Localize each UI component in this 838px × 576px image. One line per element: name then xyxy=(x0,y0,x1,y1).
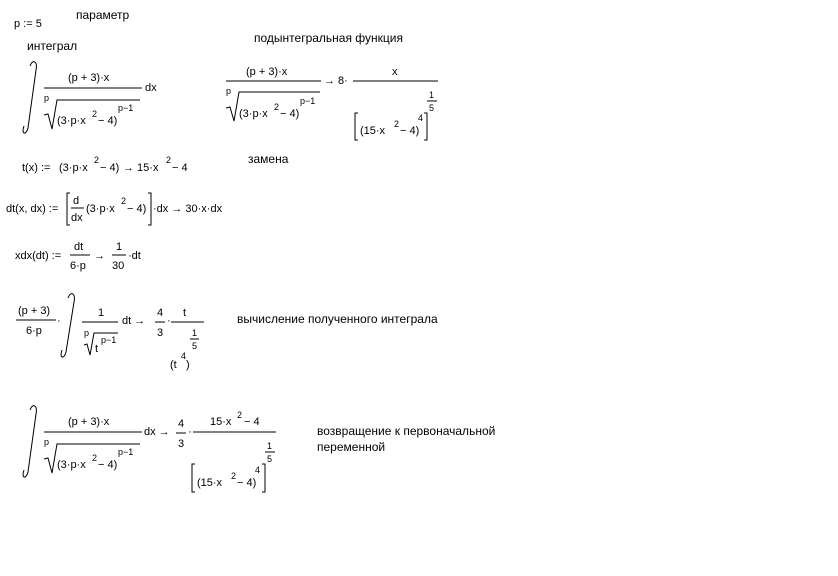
e-res-den-close: ) xyxy=(186,359,190,371)
t-def-arrow: → 15·x xyxy=(123,162,159,174)
dt-left-bracket xyxy=(67,193,70,225)
r-res-den-exp2: 2 xyxy=(231,471,237,481)
xdx-res-den: 30 xyxy=(112,260,125,272)
t-def-lhs: t(x) := xyxy=(22,162,51,174)
f-arrow: → 8· xyxy=(324,75,348,87)
r-coef-num: 4 xyxy=(178,418,185,430)
xdx-res-num: 1 xyxy=(116,241,123,253)
dt-dx-den: dx xyxy=(71,212,83,224)
e-res-frac-den: 5 xyxy=(192,341,198,351)
e-dot: · xyxy=(57,315,61,327)
e-res-num: t xyxy=(183,307,187,319)
dt-right-bracket xyxy=(148,193,151,225)
evaluated-integral-expression[interactable] xyxy=(16,294,204,371)
r-res-den-exp4: 4 xyxy=(255,465,261,475)
f-res-den-exp4: 4 xyxy=(418,113,424,123)
e-rad-base: t xyxy=(95,343,99,355)
f-radicand-exp2: 2 xyxy=(274,102,280,112)
f-res-den-exp2: 2 xyxy=(394,119,400,129)
e-root-index: p xyxy=(84,328,90,338)
e-res-den-exp4: 4 xyxy=(181,351,187,361)
f-res-den-open: (15·x xyxy=(360,125,386,137)
f-result-numerator: x xyxy=(392,66,398,78)
r-res-den-open: (15·x xyxy=(197,477,223,489)
dt-exp2: 2 xyxy=(121,196,127,206)
f-numerator: (p + 3)·x xyxy=(246,66,288,78)
t-def-arrow-tail: − 4 xyxy=(172,162,188,174)
f-res-den-close: − 4) xyxy=(400,125,420,137)
dt-tail: ·dx → 30·x·dx xyxy=(153,203,223,215)
dt-close: − 4) xyxy=(127,203,147,215)
r-radicand-open: (3·p·x xyxy=(57,459,86,471)
xdx-arrow: → xyxy=(94,250,105,262)
f-left-bracket xyxy=(355,113,358,140)
xdx-lhs: xdx(dt) := xyxy=(15,250,62,262)
r-radicand-exponent: p−1 xyxy=(118,447,134,457)
xdx-den: 6·p xyxy=(70,260,86,272)
int1-numerator: (p + 3)·x xyxy=(68,72,110,84)
int1-radicand-open: (3·p·x xyxy=(57,115,86,127)
f-res-frac-num: 1 xyxy=(429,90,435,100)
e-rad-exp: p−1 xyxy=(101,335,117,345)
r-res-dot: · xyxy=(188,426,192,438)
r-root-index: p xyxy=(44,437,50,447)
f-root-index: p xyxy=(226,86,232,96)
f-radicand-exponent: p−1 xyxy=(300,96,316,106)
r-radicand-exp2: 2 xyxy=(92,453,98,463)
xdx-res-tail: ·dt xyxy=(128,250,141,262)
r-radicand-close: − 4) xyxy=(98,459,118,471)
r-res-num-tail: − 4 xyxy=(244,416,260,428)
e-res-coef-num: 4 xyxy=(157,307,164,319)
e-dt: dt → xyxy=(122,315,146,327)
t-def-exp2: 2 xyxy=(94,155,100,165)
e-pre-den: 6·p xyxy=(26,325,42,337)
label-parameter[interactable]: параметр xyxy=(76,8,130,22)
r-res-num-base: 15·x xyxy=(210,416,232,428)
e-res-coef-den: 3 xyxy=(157,327,164,339)
r-res-num-exp2: 2 xyxy=(237,410,243,420)
int1-root-index: p xyxy=(44,93,50,103)
label-integral[interactable]: интеграл xyxy=(27,39,78,53)
integral-expression-1[interactable] xyxy=(23,62,157,133)
dt-open: (3·p·x xyxy=(86,203,115,215)
r-right-bracket xyxy=(262,464,265,492)
label-integrand-function[interactable]: подынтегральная функция xyxy=(254,31,403,45)
f-radicand-close: − 4) xyxy=(280,108,300,120)
integral-sign-1 xyxy=(23,62,36,133)
f-res-frac-den: 5 xyxy=(429,103,435,113)
t-def-arrow-exp2: 2 xyxy=(166,155,172,165)
param-definition[interactable]: p := 5 xyxy=(14,18,42,30)
t-def-close: − 4) xyxy=(100,162,120,174)
integral-sign-3 xyxy=(23,406,36,477)
int1-radicand-exponent: p−1 xyxy=(118,103,134,113)
returned-integral-expression[interactable] xyxy=(23,406,276,492)
r-coef-den: 3 xyxy=(178,438,185,450)
t-def-open: (3·p·x xyxy=(59,162,88,174)
int1-dx: dx xyxy=(145,82,157,94)
dt-definition-expression[interactable] xyxy=(6,193,223,225)
label-evaluate-integral[interactable]: вычисление полученного интеграла xyxy=(237,312,438,326)
e-res-frac-num: 1 xyxy=(192,328,198,338)
r-res-frac-num: 1 xyxy=(267,441,273,451)
e-int-num: 1 xyxy=(98,307,105,319)
r-dx: dx → xyxy=(144,426,170,438)
label-return-line1[interactable]: возвращение к первоначальной xyxy=(317,424,496,438)
r-left-bracket xyxy=(192,464,195,492)
e-res-den-base: (t xyxy=(170,359,177,371)
r-res-den-close: − 4) xyxy=(237,477,257,489)
xdx-num: dt xyxy=(74,241,84,253)
label-substitution[interactable]: замена xyxy=(248,152,289,166)
dt-lhs: dt(x, dx) := xyxy=(6,203,59,215)
f-right-bracket xyxy=(424,113,427,140)
integral-sign-2 xyxy=(61,294,74,357)
int1-radicand-exp2: 2 xyxy=(92,109,98,119)
r-numerator: (p + 3)·x xyxy=(68,416,110,428)
f-radicand-open: (3·p·x xyxy=(239,108,268,120)
r-res-frac-den: 5 xyxy=(267,454,273,464)
integrand-function-expression[interactable] xyxy=(226,66,438,140)
label-return-line2[interactable]: переменной xyxy=(317,440,386,454)
int1-radicand-close: − 4) xyxy=(98,115,118,127)
dt-d: d xyxy=(73,195,80,207)
e-pre-num: (p + 3) xyxy=(18,305,51,317)
t-definition-expression[interactable] xyxy=(22,155,188,174)
e-res-dot: · xyxy=(167,315,171,327)
xdx-definition-expression[interactable] xyxy=(15,241,141,272)
